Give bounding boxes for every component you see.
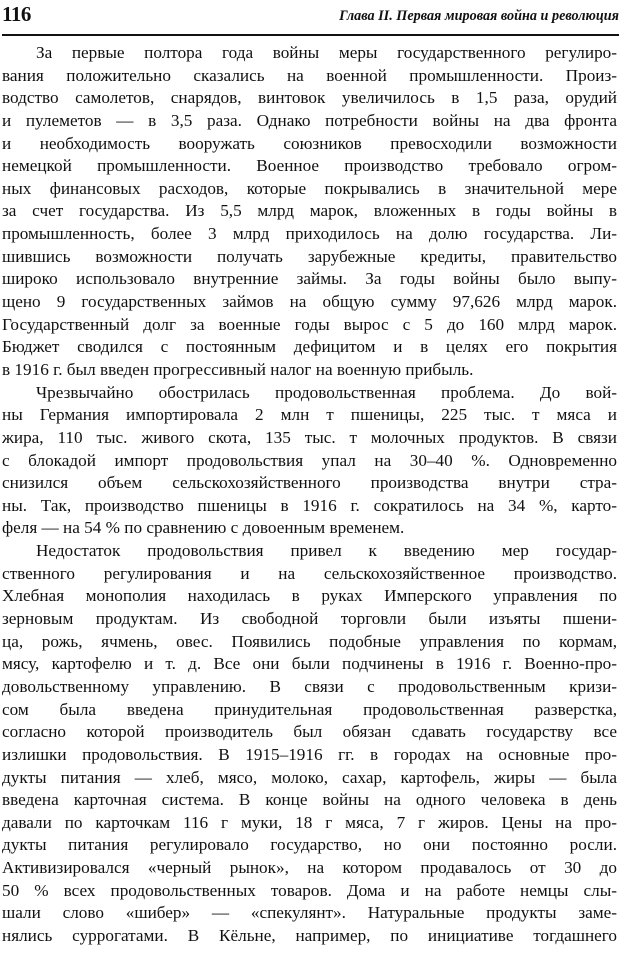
text-line: промышленность, более 3 млрд приходилось на долю государства. Ли-: [2, 224, 617, 244]
text-line: 50 % всех продовольственных товаров. Дома и на работе немцы слы-: [2, 880, 617, 900]
text-line: Государственный долг за военные годы вырос с 5 до 160 млрд марок.: [2, 314, 617, 334]
page-number: 116: [2, 2, 31, 26]
text-line: за счет государства. Из 5,5 млрд марок, вложенных в годы войны в: [2, 201, 617, 221]
text-line: шившись возможности получать зарубежные кредиты, правительство: [2, 246, 617, 266]
page-header: [2, 0, 619, 36]
text-line: широко использовало внутренние займы. За годы войны было выпу-: [2, 269, 617, 289]
text-line: нялись суррогатами. В Кёльне, например, по инициативе тогдашнего: [2, 925, 617, 945]
text-line: снизился объем сельскохозяйственного производства внутри стра-: [2, 473, 617, 493]
text-line: немецкой промышленности. Военное производство требовало огром-: [2, 156, 617, 176]
text-line: Чрезвычайно обострилась продовольственная проблема. До вой-: [36, 382, 617, 402]
text-line: водство самолетов, снарядов, винтовок увеличилось в 1,5 раза, орудий: [2, 88, 617, 108]
text-line: ных финансовых расходов, которые покрывались в значительной мере: [2, 178, 617, 198]
text-line: довольственному управлению. В связи с продовольственным кризи-: [2, 676, 617, 696]
text-line: дукты питания — хлеб, мясо, молоко, сахар, картофель, жиры — была: [2, 767, 617, 787]
text-line: Активизировался «черный рынок», на котором продавалось от 30 до: [2, 858, 617, 878]
text-line: феля — на 54 % по сравнению с довоенным временем.: [2, 518, 405, 538]
text-line: сом была введена принудительная продовольственная разверстка,: [2, 699, 617, 719]
body-text: [2, 42, 617, 948]
text-line: зерновым продуктам. Из свободной торговли были изъяты пшени-: [2, 609, 617, 629]
text-line: давали по карточкам 116 г муки, 18 г мяса, 7 г жиров. Цены на про-: [2, 812, 617, 832]
paragraph: [2, 382, 617, 540]
text-line: с блокадой импорт продовольствия упал на 30–40 %. Одновременно: [2, 450, 617, 470]
text-line: мясу, картофелю и т. д. Все они были подчинены в 1916 г. Военно-про-: [2, 654, 617, 674]
running-title: Глава II. Первая мировая война и революция: [339, 8, 619, 24]
text-line: и пулеметов — в 3,5 раза. Однако потребности войны на два фронта: [2, 110, 617, 130]
text-line: вания положительно сказались на военной промышленности. Произ-: [2, 65, 617, 85]
text-line: Бюджет сводился с постоянным дефицитом и в целях его покрытия: [2, 337, 617, 357]
text-line: шали слово «шибер» — «спекулянт». Натуральные продукты заме-: [2, 903, 617, 923]
text-line: щено 9 государственных займов на общую сумму 97,626 млрд марок.: [2, 292, 617, 312]
text-line: ца, рожь, ячмень, овес. Появились подобные управления по кормам,: [2, 631, 617, 651]
text-line: согласно которой производитель был обязан сдавать государству все: [2, 722, 617, 742]
text-line: в 1916 г. был введен прогрессивный налог на военную прибыль.: [2, 359, 474, 379]
text-line: Недостаток продовольствия привел к введению мер государ-: [36, 541, 617, 561]
text-line: введена карточная система. В конце войны на одного человека в день: [2, 790, 617, 810]
text-line: и необходимость вооружать союзников превосходили возможности: [2, 133, 617, 153]
paragraph: [2, 42, 617, 382]
text-line: жира, 110 тыс. живого скота, 135 тыс. т молочных продуктов. В связи: [2, 427, 617, 447]
text-line: ны. Так, производство пшеницы в 1916 г. сократилось на 34 %, карто-: [2, 495, 617, 515]
text-line: За первые полтора года войны меры государственного регулиро-: [36, 43, 617, 62]
text-line: ны Германия импортировала 2 млн т пшеницы, 225 тыс. т мяса и: [2, 405, 617, 425]
text-line: дукты питания регулировало государство, но они постоянно росли.: [2, 835, 617, 855]
text-line: ственного регулирования и на сельскохозяйственное производство.: [2, 563, 617, 583]
paragraph: [2, 540, 617, 948]
text-line: излишки продовольствия. В 1915–1916 гг. в городах на основные про-: [2, 744, 617, 764]
text-line: Хлебная монополия находилась в руках Имперского управления по: [2, 586, 617, 606]
